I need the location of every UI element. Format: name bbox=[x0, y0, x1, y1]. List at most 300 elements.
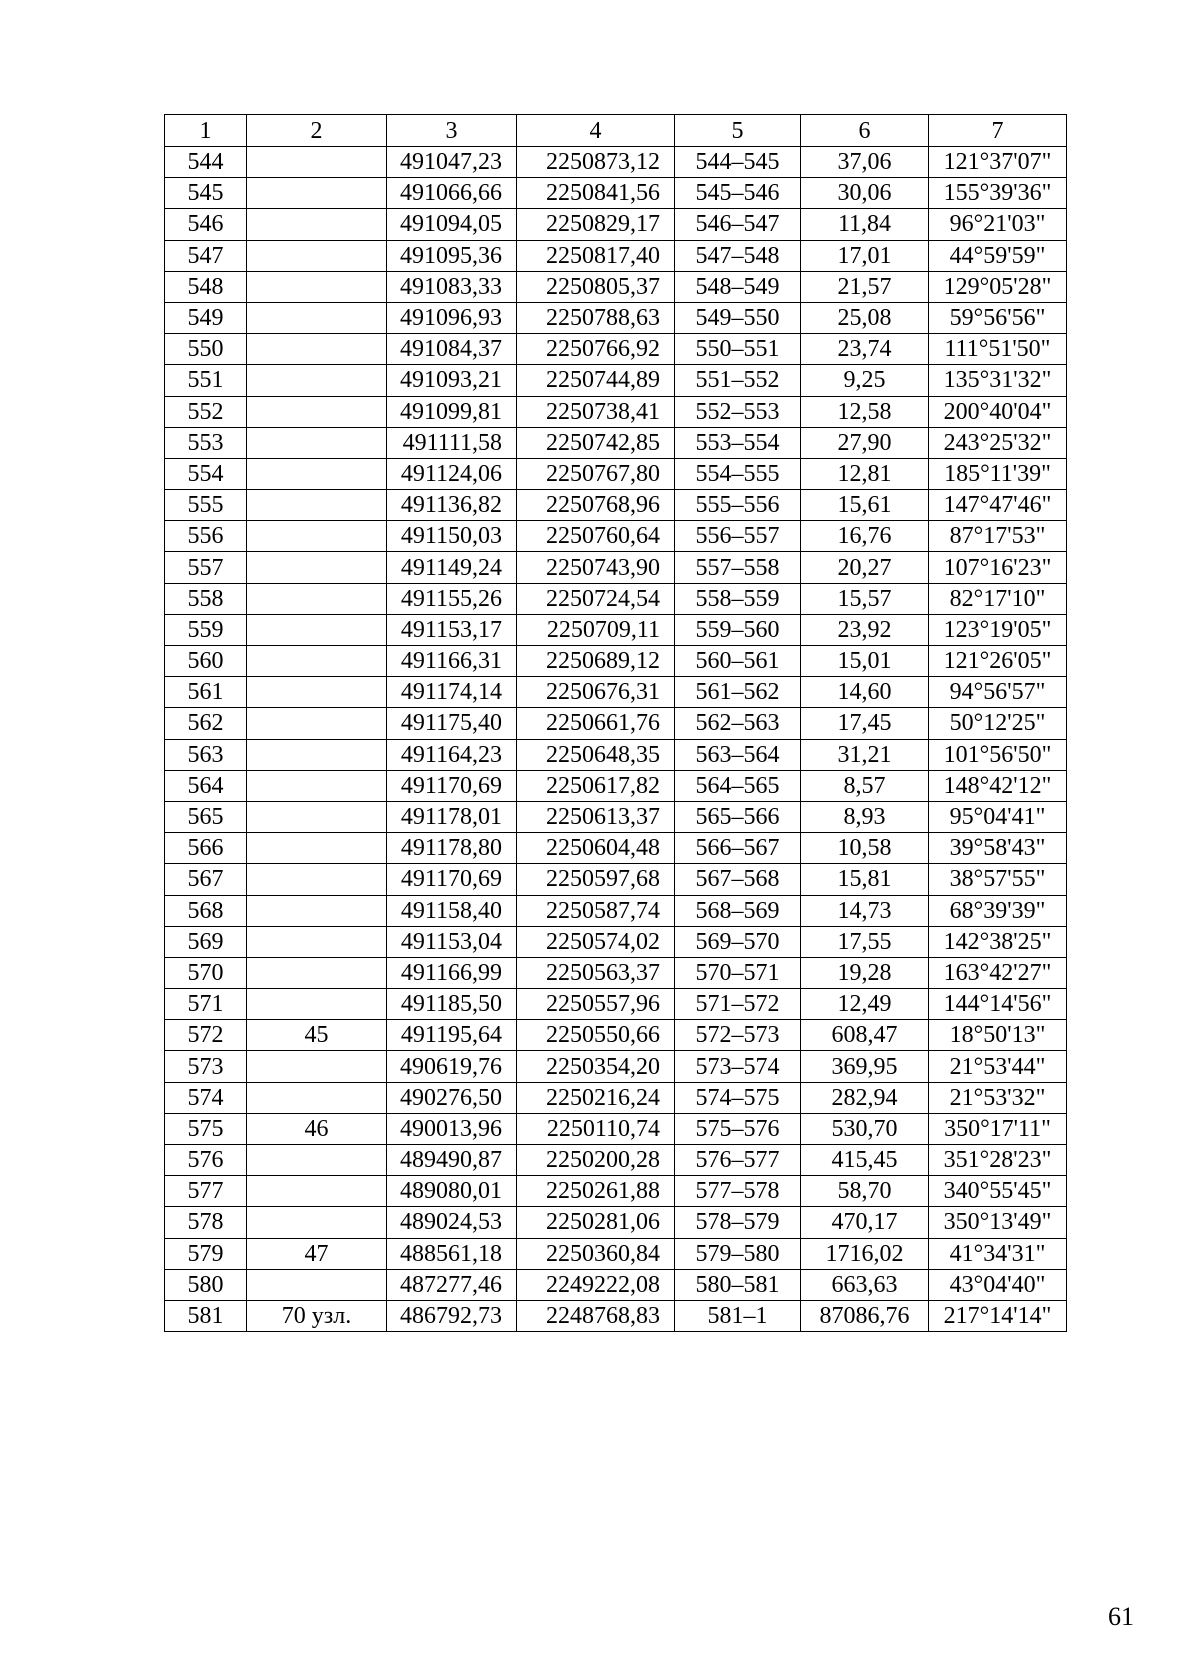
bearing-cell: 123°19'05" bbox=[929, 614, 1067, 645]
y-coordinate-cell: 2250597,68 bbox=[517, 864, 675, 895]
bearing-cell: 21°53'44" bbox=[929, 1051, 1067, 1082]
node-cell bbox=[247, 1207, 387, 1238]
y-coordinate-cell: 2250613,37 bbox=[517, 801, 675, 832]
table-row bbox=[165, 739, 1067, 770]
y-coordinate-cell: 2249222,08 bbox=[517, 1269, 675, 1300]
length-cell: 8,93 bbox=[801, 801, 929, 832]
bearing-cell: 340°55'45" bbox=[929, 1176, 1067, 1207]
segment-cell: 577–578 bbox=[675, 1176, 801, 1207]
length-cell: 11,84 bbox=[801, 209, 929, 240]
x-coordinate-cell: 491094,05 bbox=[387, 209, 517, 240]
bearing-cell: 87°17'53" bbox=[929, 521, 1067, 552]
segment-cell: 572–573 bbox=[675, 1020, 801, 1051]
bearing-cell: 148°42'12" bbox=[929, 770, 1067, 801]
y-coordinate-cell: 2250587,74 bbox=[517, 895, 675, 926]
table-body bbox=[165, 147, 1067, 1332]
node-cell bbox=[247, 926, 387, 957]
node-cell bbox=[247, 1269, 387, 1300]
segment-cell: 558–559 bbox=[675, 583, 801, 614]
point-number-cell: 558 bbox=[165, 583, 247, 614]
y-coordinate-cell: 2250563,37 bbox=[517, 957, 675, 988]
length-cell: 608,47 bbox=[801, 1020, 929, 1051]
segment-cell: 581–1 bbox=[675, 1300, 801, 1331]
x-coordinate-cell: 491170,69 bbox=[387, 864, 517, 895]
header-row bbox=[165, 115, 1067, 147]
bearing-cell: 59°56'56" bbox=[929, 302, 1067, 333]
point-number-cell: 574 bbox=[165, 1082, 247, 1113]
segment-cell: 569–570 bbox=[675, 926, 801, 957]
point-number-cell: 545 bbox=[165, 178, 247, 209]
segment-cell: 552–553 bbox=[675, 396, 801, 427]
y-coordinate-cell: 2250768,96 bbox=[517, 490, 675, 521]
segment-cell: 551–552 bbox=[675, 365, 801, 396]
length-cell: 16,76 bbox=[801, 521, 929, 552]
segment-cell: 564–565 bbox=[675, 770, 801, 801]
y-coordinate-cell: 2250805,37 bbox=[517, 271, 675, 302]
node-cell bbox=[247, 209, 387, 240]
x-coordinate-cell: 491164,23 bbox=[387, 739, 517, 770]
length-cell: 15,61 bbox=[801, 490, 929, 521]
segment-cell: 574–575 bbox=[675, 1082, 801, 1113]
node-cell bbox=[247, 708, 387, 739]
bearing-cell: 121°26'05" bbox=[929, 646, 1067, 677]
segment-cell: 573–574 bbox=[675, 1051, 801, 1082]
column-header: 1 bbox=[165, 115, 247, 147]
segment-cell: 556–557 bbox=[675, 521, 801, 552]
x-coordinate-cell: 491178,80 bbox=[387, 833, 517, 864]
bearing-cell: 243°25'32" bbox=[929, 427, 1067, 458]
point-number-cell: 551 bbox=[165, 365, 247, 396]
x-coordinate-cell: 491083,33 bbox=[387, 271, 517, 302]
y-coordinate-cell: 2250648,35 bbox=[517, 739, 675, 770]
segment-cell: 570–571 bbox=[675, 957, 801, 988]
segment-cell: 563–564 bbox=[675, 739, 801, 770]
y-coordinate-cell: 2250709,11 bbox=[517, 614, 675, 645]
length-cell: 17,55 bbox=[801, 926, 929, 957]
x-coordinate-cell: 486792,73 bbox=[387, 1300, 517, 1331]
y-coordinate-cell: 2250261,88 bbox=[517, 1176, 675, 1207]
point-number-cell: 556 bbox=[165, 521, 247, 552]
table-row bbox=[165, 1082, 1067, 1113]
x-coordinate-cell: 491153,04 bbox=[387, 926, 517, 957]
node-cell bbox=[247, 427, 387, 458]
length-cell: 14,73 bbox=[801, 895, 929, 926]
segment-cell: 550–551 bbox=[675, 334, 801, 365]
bearing-cell: 21°53'32" bbox=[929, 1082, 1067, 1113]
table-row bbox=[165, 1145, 1067, 1176]
point-number-cell: 544 bbox=[165, 147, 247, 178]
bearing-cell: 351°28'23" bbox=[929, 1145, 1067, 1176]
point-number-cell: 555 bbox=[165, 490, 247, 521]
table-row bbox=[165, 302, 1067, 333]
bearing-cell: 82°17'10" bbox=[929, 583, 1067, 614]
node-cell bbox=[247, 1176, 387, 1207]
y-coordinate-cell: 2250767,80 bbox=[517, 458, 675, 489]
bearing-cell: 39°58'43" bbox=[929, 833, 1067, 864]
y-coordinate-cell: 2250676,31 bbox=[517, 677, 675, 708]
node-cell bbox=[247, 396, 387, 427]
x-coordinate-cell: 491093,21 bbox=[387, 365, 517, 396]
table-row bbox=[165, 1020, 1067, 1051]
y-coordinate-cell: 2250738,41 bbox=[517, 396, 675, 427]
length-cell: 12,49 bbox=[801, 989, 929, 1020]
bearing-cell: 200°40'04" bbox=[929, 396, 1067, 427]
node-cell bbox=[247, 178, 387, 209]
length-cell: 12,81 bbox=[801, 458, 929, 489]
node-cell bbox=[247, 147, 387, 178]
y-coordinate-cell: 2250200,28 bbox=[517, 1145, 675, 1176]
node-cell bbox=[247, 334, 387, 365]
point-number-cell: 577 bbox=[165, 1176, 247, 1207]
node-cell bbox=[247, 1145, 387, 1176]
table-row bbox=[165, 490, 1067, 521]
node-cell bbox=[247, 770, 387, 801]
x-coordinate-cell: 491124,06 bbox=[387, 458, 517, 489]
column-header: 5 bbox=[675, 115, 801, 147]
x-coordinate-cell: 491185,50 bbox=[387, 989, 517, 1020]
length-cell: 15,01 bbox=[801, 646, 929, 677]
table-row bbox=[165, 895, 1067, 926]
table-row bbox=[165, 396, 1067, 427]
table-row bbox=[165, 1113, 1067, 1144]
length-cell: 10,58 bbox=[801, 833, 929, 864]
point-number-cell: 549 bbox=[165, 302, 247, 333]
node-cell: 47 bbox=[247, 1238, 387, 1269]
table-row bbox=[165, 957, 1067, 988]
length-cell: 31,21 bbox=[801, 739, 929, 770]
bearing-cell: 350°17'11" bbox=[929, 1113, 1067, 1144]
table-row bbox=[165, 458, 1067, 489]
length-cell: 663,63 bbox=[801, 1269, 929, 1300]
x-coordinate-cell: 491136,82 bbox=[387, 490, 517, 521]
y-coordinate-cell: 2250760,64 bbox=[517, 521, 675, 552]
x-coordinate-cell: 491178,01 bbox=[387, 801, 517, 832]
column-header: 3 bbox=[387, 115, 517, 147]
y-coordinate-cell: 2250744,89 bbox=[517, 365, 675, 396]
node-cell bbox=[247, 302, 387, 333]
y-coordinate-cell: 2250829,17 bbox=[517, 209, 675, 240]
bearing-cell: 18°50'13" bbox=[929, 1020, 1067, 1051]
point-number-cell: 563 bbox=[165, 739, 247, 770]
segment-cell: 567–568 bbox=[675, 864, 801, 895]
point-number-cell: 571 bbox=[165, 989, 247, 1020]
segment-cell: 562–563 bbox=[675, 708, 801, 739]
segment-cell: 568–569 bbox=[675, 895, 801, 926]
y-coordinate-cell: 2250873,12 bbox=[517, 147, 675, 178]
length-cell: 21,57 bbox=[801, 271, 929, 302]
node-cell bbox=[247, 677, 387, 708]
column-header: 7 bbox=[929, 115, 1067, 147]
table-row bbox=[165, 209, 1067, 240]
table-row bbox=[165, 1207, 1067, 1238]
segment-cell: 579–580 bbox=[675, 1238, 801, 1269]
node-cell bbox=[247, 895, 387, 926]
segment-cell: 580–581 bbox=[675, 1269, 801, 1300]
table-row bbox=[165, 926, 1067, 957]
length-cell: 8,57 bbox=[801, 770, 929, 801]
bearing-cell: 135°31'32" bbox=[929, 365, 1067, 396]
y-coordinate-cell: 2250281,06 bbox=[517, 1207, 675, 1238]
x-coordinate-cell: 491095,36 bbox=[387, 240, 517, 271]
node-cell: 70 узл. bbox=[247, 1300, 387, 1331]
x-coordinate-cell: 491166,99 bbox=[387, 957, 517, 988]
x-coordinate-cell: 491149,24 bbox=[387, 552, 517, 583]
point-number-cell: 575 bbox=[165, 1113, 247, 1144]
node-cell bbox=[247, 833, 387, 864]
point-number-cell: 566 bbox=[165, 833, 247, 864]
x-coordinate-cell: 491084,37 bbox=[387, 334, 517, 365]
y-coordinate-cell: 2250216,24 bbox=[517, 1082, 675, 1113]
table-row bbox=[165, 147, 1067, 178]
node-cell bbox=[247, 989, 387, 1020]
table-row bbox=[165, 1176, 1067, 1207]
bearing-cell: 185°11'39" bbox=[929, 458, 1067, 489]
y-coordinate-cell: 2250354,20 bbox=[517, 1051, 675, 1082]
x-coordinate-cell: 491153,17 bbox=[387, 614, 517, 645]
bearing-cell: 147°47'46" bbox=[929, 490, 1067, 521]
y-coordinate-cell: 2250841,56 bbox=[517, 178, 675, 209]
point-number-cell: 550 bbox=[165, 334, 247, 365]
segment-cell: 549–550 bbox=[675, 302, 801, 333]
length-cell: 19,28 bbox=[801, 957, 929, 988]
segment-cell: 555–556 bbox=[675, 490, 801, 521]
length-cell: 37,06 bbox=[801, 147, 929, 178]
x-coordinate-cell: 489024,53 bbox=[387, 1207, 517, 1238]
point-number-cell: 564 bbox=[165, 770, 247, 801]
point-number-cell: 562 bbox=[165, 708, 247, 739]
length-cell: 25,08 bbox=[801, 302, 929, 333]
table-row bbox=[165, 521, 1067, 552]
node-cell bbox=[247, 240, 387, 271]
coordinates-table bbox=[164, 114, 1067, 1332]
node-cell bbox=[247, 521, 387, 552]
segment-cell: 548–549 bbox=[675, 271, 801, 302]
bearing-cell: 155°39'36" bbox=[929, 178, 1067, 209]
segment-cell: 566–567 bbox=[675, 833, 801, 864]
bearing-cell: 44°59'59" bbox=[929, 240, 1067, 271]
segment-cell: 546–547 bbox=[675, 209, 801, 240]
point-number-cell: 581 bbox=[165, 1300, 247, 1331]
table-row bbox=[165, 365, 1067, 396]
node-cell bbox=[247, 801, 387, 832]
segment-cell: 544–545 bbox=[675, 147, 801, 178]
length-cell: 87086,76 bbox=[801, 1300, 929, 1331]
point-number-cell: 565 bbox=[165, 801, 247, 832]
table-row bbox=[165, 801, 1067, 832]
node-cell: 46 bbox=[247, 1113, 387, 1144]
x-coordinate-cell: 490619,76 bbox=[387, 1051, 517, 1082]
segment-cell: 576–577 bbox=[675, 1145, 801, 1176]
point-number-cell: 567 bbox=[165, 864, 247, 895]
table-row bbox=[165, 1238, 1067, 1269]
table-row bbox=[165, 864, 1067, 895]
segment-cell: 560–561 bbox=[675, 646, 801, 677]
segment-cell: 571–572 bbox=[675, 989, 801, 1020]
length-cell: 282,94 bbox=[801, 1082, 929, 1113]
y-coordinate-cell: 2250743,90 bbox=[517, 552, 675, 583]
x-coordinate-cell: 487277,46 bbox=[387, 1269, 517, 1300]
length-cell: 470,17 bbox=[801, 1207, 929, 1238]
x-coordinate-cell: 491158,40 bbox=[387, 895, 517, 926]
y-coordinate-cell: 2250817,40 bbox=[517, 240, 675, 271]
node-cell bbox=[247, 552, 387, 583]
x-coordinate-cell: 489080,01 bbox=[387, 1176, 517, 1207]
bearing-cell: 96°21'03" bbox=[929, 209, 1067, 240]
x-coordinate-cell: 491155,26 bbox=[387, 583, 517, 614]
y-coordinate-cell: 2250742,85 bbox=[517, 427, 675, 458]
x-coordinate-cell: 491195,64 bbox=[387, 1020, 517, 1051]
table-row bbox=[165, 1269, 1067, 1300]
length-cell: 23,74 bbox=[801, 334, 929, 365]
table-row bbox=[165, 271, 1067, 302]
table-row bbox=[165, 334, 1067, 365]
bearing-cell: 129°05'28" bbox=[929, 271, 1067, 302]
x-coordinate-cell: 491111,58 bbox=[387, 427, 517, 458]
column-header: 2 bbox=[247, 115, 387, 147]
x-coordinate-cell: 488561,18 bbox=[387, 1238, 517, 1269]
length-cell: 9,25 bbox=[801, 365, 929, 396]
y-coordinate-cell: 2250661,76 bbox=[517, 708, 675, 739]
bearing-cell: 217°14'14" bbox=[929, 1300, 1067, 1331]
table-row bbox=[165, 178, 1067, 209]
point-number-cell: 546 bbox=[165, 209, 247, 240]
table-row bbox=[165, 677, 1067, 708]
node-cell bbox=[247, 614, 387, 645]
node-cell bbox=[247, 583, 387, 614]
table-row bbox=[165, 614, 1067, 645]
bearing-cell: 38°57'55" bbox=[929, 864, 1067, 895]
y-coordinate-cell: 2250110,74 bbox=[517, 1113, 675, 1144]
table-row bbox=[165, 1051, 1067, 1082]
segment-cell: 553–554 bbox=[675, 427, 801, 458]
table-row bbox=[165, 240, 1067, 271]
length-cell: 17,01 bbox=[801, 240, 929, 271]
node-cell bbox=[247, 1082, 387, 1113]
point-number-cell: 561 bbox=[165, 677, 247, 708]
segment-cell: 565–566 bbox=[675, 801, 801, 832]
bearing-cell: 142°38'25" bbox=[929, 926, 1067, 957]
point-number-cell: 580 bbox=[165, 1269, 247, 1300]
point-number-cell: 559 bbox=[165, 614, 247, 645]
column-header: 4 bbox=[517, 115, 675, 147]
page-number: 61 bbox=[1108, 1602, 1134, 1631]
point-number-cell: 573 bbox=[165, 1051, 247, 1082]
y-coordinate-cell: 2250788,63 bbox=[517, 302, 675, 333]
y-coordinate-cell: 2250724,54 bbox=[517, 583, 675, 614]
node-cell bbox=[247, 490, 387, 521]
node-cell: 45 bbox=[247, 1020, 387, 1051]
length-cell: 15,81 bbox=[801, 864, 929, 895]
y-coordinate-cell: 2250550,66 bbox=[517, 1020, 675, 1051]
point-number-cell: 570 bbox=[165, 957, 247, 988]
point-number-cell: 547 bbox=[165, 240, 247, 271]
bearing-cell: 111°51'50" bbox=[929, 334, 1067, 365]
bearing-cell: 95°04'41" bbox=[929, 801, 1067, 832]
y-coordinate-cell: 2250360,84 bbox=[517, 1238, 675, 1269]
node-cell bbox=[247, 739, 387, 770]
bearing-cell: 107°16'23" bbox=[929, 552, 1067, 583]
node-cell bbox=[247, 1051, 387, 1082]
bearing-cell: 163°42'27" bbox=[929, 957, 1067, 988]
length-cell: 27,90 bbox=[801, 427, 929, 458]
bearing-cell: 68°39'39" bbox=[929, 895, 1067, 926]
length-cell: 15,57 bbox=[801, 583, 929, 614]
y-coordinate-cell: 2248768,83 bbox=[517, 1300, 675, 1331]
table-row bbox=[165, 552, 1067, 583]
length-cell: 23,92 bbox=[801, 614, 929, 645]
point-number-cell: 553 bbox=[165, 427, 247, 458]
x-coordinate-cell: 491150,03 bbox=[387, 521, 517, 552]
y-coordinate-cell: 2250604,48 bbox=[517, 833, 675, 864]
y-coordinate-cell: 2250617,82 bbox=[517, 770, 675, 801]
length-cell: 415,45 bbox=[801, 1145, 929, 1176]
table-row bbox=[165, 646, 1067, 677]
table-row bbox=[165, 583, 1067, 614]
length-cell: 1716,02 bbox=[801, 1238, 929, 1269]
segment-cell: 575–576 bbox=[675, 1113, 801, 1144]
point-number-cell: 578 bbox=[165, 1207, 247, 1238]
node-cell bbox=[247, 864, 387, 895]
bearing-cell: 350°13'49" bbox=[929, 1207, 1067, 1238]
x-coordinate-cell: 491166,31 bbox=[387, 646, 517, 677]
bearing-cell: 94°56'57" bbox=[929, 677, 1067, 708]
length-cell: 369,95 bbox=[801, 1051, 929, 1082]
length-cell: 12,58 bbox=[801, 396, 929, 427]
segment-cell: 559–560 bbox=[675, 614, 801, 645]
table-row bbox=[165, 989, 1067, 1020]
table-row bbox=[165, 833, 1067, 864]
x-coordinate-cell: 491047,23 bbox=[387, 147, 517, 178]
node-cell bbox=[247, 271, 387, 302]
length-cell: 14,60 bbox=[801, 677, 929, 708]
point-number-cell: 557 bbox=[165, 552, 247, 583]
x-coordinate-cell: 491066,66 bbox=[387, 178, 517, 209]
bearing-cell: 144°14'56" bbox=[929, 989, 1067, 1020]
x-coordinate-cell: 489490,87 bbox=[387, 1145, 517, 1176]
y-coordinate-cell: 2250557,96 bbox=[517, 989, 675, 1020]
segment-cell: 561–562 bbox=[675, 677, 801, 708]
column-header: 6 bbox=[801, 115, 929, 147]
x-coordinate-cell: 491096,93 bbox=[387, 302, 517, 333]
y-coordinate-cell: 2250574,02 bbox=[517, 926, 675, 957]
node-cell bbox=[247, 365, 387, 396]
y-coordinate-cell: 2250689,12 bbox=[517, 646, 675, 677]
segment-cell: 557–558 bbox=[675, 552, 801, 583]
point-number-cell: 552 bbox=[165, 396, 247, 427]
point-number-cell: 569 bbox=[165, 926, 247, 957]
table-row bbox=[165, 708, 1067, 739]
table-row bbox=[165, 1300, 1067, 1331]
x-coordinate-cell: 491175,40 bbox=[387, 708, 517, 739]
segment-cell: 554–555 bbox=[675, 458, 801, 489]
segment-cell: 578–579 bbox=[675, 1207, 801, 1238]
x-coordinate-cell: 491174,14 bbox=[387, 677, 517, 708]
x-coordinate-cell: 491099,81 bbox=[387, 396, 517, 427]
node-cell bbox=[247, 957, 387, 988]
length-cell: 58,70 bbox=[801, 1176, 929, 1207]
bearing-cell: 50°12'25" bbox=[929, 708, 1067, 739]
y-coordinate-cell: 2250766,92 bbox=[517, 334, 675, 365]
point-number-cell: 554 bbox=[165, 458, 247, 489]
x-coordinate-cell: 490013,96 bbox=[387, 1113, 517, 1144]
node-cell bbox=[247, 646, 387, 677]
point-number-cell: 572 bbox=[165, 1020, 247, 1051]
point-number-cell: 579 bbox=[165, 1238, 247, 1269]
point-number-cell: 560 bbox=[165, 646, 247, 677]
length-cell: 530,70 bbox=[801, 1113, 929, 1144]
length-cell: 17,45 bbox=[801, 708, 929, 739]
x-coordinate-cell: 490276,50 bbox=[387, 1082, 517, 1113]
